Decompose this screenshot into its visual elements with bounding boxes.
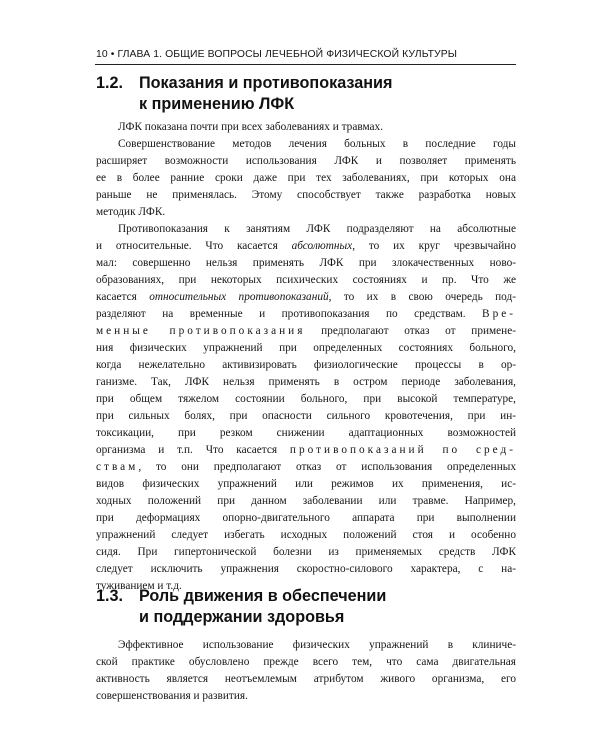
text-line: Совершенствование методов лечения больных в последние годы: [118, 138, 516, 150]
text-run: разделяют на временные и противопоказания по средствам.: [96, 308, 483, 320]
text-line: следует исключить упражнения скоростно-силового характера, с на-: [96, 563, 516, 575]
section-title-line: Показания и противопоказания: [139, 74, 393, 92]
text-run: касается: [96, 291, 150, 303]
section-title-line: к применению ЛФК: [139, 95, 295, 113]
header-rule: [95, 64, 516, 65]
section-title: [139, 73, 516, 115]
text-line: [96, 459, 516, 476]
text-line: ния физических упражнений при определенных состояниях больного,: [96, 342, 516, 354]
text-run: , то их круг чрезвычайно: [352, 240, 516, 252]
text-line: совершенствования и развития.: [96, 690, 248, 702]
text-line: при сильных болях, при опасности сильного кровотечения, при ин-: [96, 410, 516, 422]
section-1-3-body: [96, 637, 516, 705]
section-number: 1.2.: [96, 74, 124, 92]
text-line: ской практике обусловлено прежде всего тем, что сама двигательная: [96, 656, 516, 668]
text-line: ЛФК показана почти при всех заболеваниях и травмах.: [118, 121, 384, 133]
text-line: при деформациях опорно-двигательного аппарата при выполнении: [96, 512, 516, 524]
text-line: расширяет возможности использования ЛФК и позволяет применять: [96, 155, 516, 167]
text-line: туживанием и т.д.: [96, 580, 182, 592]
running-head: 10 • ГЛАВА 1. ОБЩИЕ ВОПРОСЫ ЛЕЧЕБНОЙ ФИЗИЧЕСКОЙ КУЛЬТУРЫ: [96, 49, 458, 60]
text-line: методик ЛФК.: [96, 206, 166, 218]
text-line: активность является неотъемлемым атрибутом живого организма, его: [96, 673, 516, 685]
text-line: ходных положений при данном заболевании или травме. Например,: [96, 495, 516, 507]
text-line: мал: совершенно нельзя применять ЛФК при злокачественных ново-: [96, 257, 516, 269]
section-title-line: и поддержании здоровья: [139, 608, 345, 626]
section-number: 1.3.: [96, 587, 124, 605]
text-line: при общем тяжелом состоянии больного, при высокой температуре,: [96, 393, 516, 405]
text-line: раньше не применялась. Этому способствует также разработка новых: [96, 189, 516, 201]
text-line: [96, 289, 516, 306]
text-line: Эффективное использование физических упражнений в клиниче-: [118, 639, 516, 651]
text-line: видов физических упражнений или режимов их применения, ис-: [96, 478, 516, 490]
text-line: образованиях, при некоторых психических состояниях и пр. Что же: [96, 274, 516, 286]
text-line: [96, 442, 516, 459]
spaced-term: противопоказаний по сред-: [289, 444, 516, 456]
text-line: [96, 306, 516, 323]
section-title-line: Роль движения в обеспечении: [139, 587, 387, 605]
text-line: сидя. При гипертонической болезни из применяемых средств ЛФК: [96, 546, 516, 558]
text-line: когда нежелательно активизировать физиологические процессы в ор-: [96, 359, 516, 371]
text-run: и относительные. Что касается: [96, 240, 292, 252]
section-1-2-body: [96, 119, 516, 595]
spaced-term: менные противопоказания: [96, 325, 306, 337]
text-run: , то их в свою очередь под-: [328, 291, 516, 303]
emphasis-term: абсолютных: [291, 240, 353, 252]
text-line: [96, 323, 516, 340]
spaced-term: Вре-: [482, 308, 516, 320]
text-line: Противопоказания к занятиям ЛФК подразделяют на абсолютные: [118, 223, 516, 235]
text-run: , то они предполагают отказ от использования определенных: [138, 461, 516, 473]
emphasis-term: относительных противопоказаний: [149, 291, 329, 303]
section-title: [139, 586, 516, 628]
text-run: организма и т.п. Что касается: [96, 444, 290, 456]
text-line: токсикации, при резком снижении адаптационных возможностей: [96, 427, 516, 439]
text-line: [96, 238, 516, 255]
spaced-term: ствам: [96, 461, 139, 473]
text-line: ее в более ранние сроки даже при тех заболеваниях, при которых она: [96, 172, 516, 184]
text-line: ганизме. Так, ЛФК нельзя применять в остром периоде заболевания,: [96, 376, 516, 388]
text-run: предполагают отказ от примене-: [305, 325, 516, 337]
text-line: упражнений следует избегать исходных положений стоя и особенно: [96, 529, 516, 541]
